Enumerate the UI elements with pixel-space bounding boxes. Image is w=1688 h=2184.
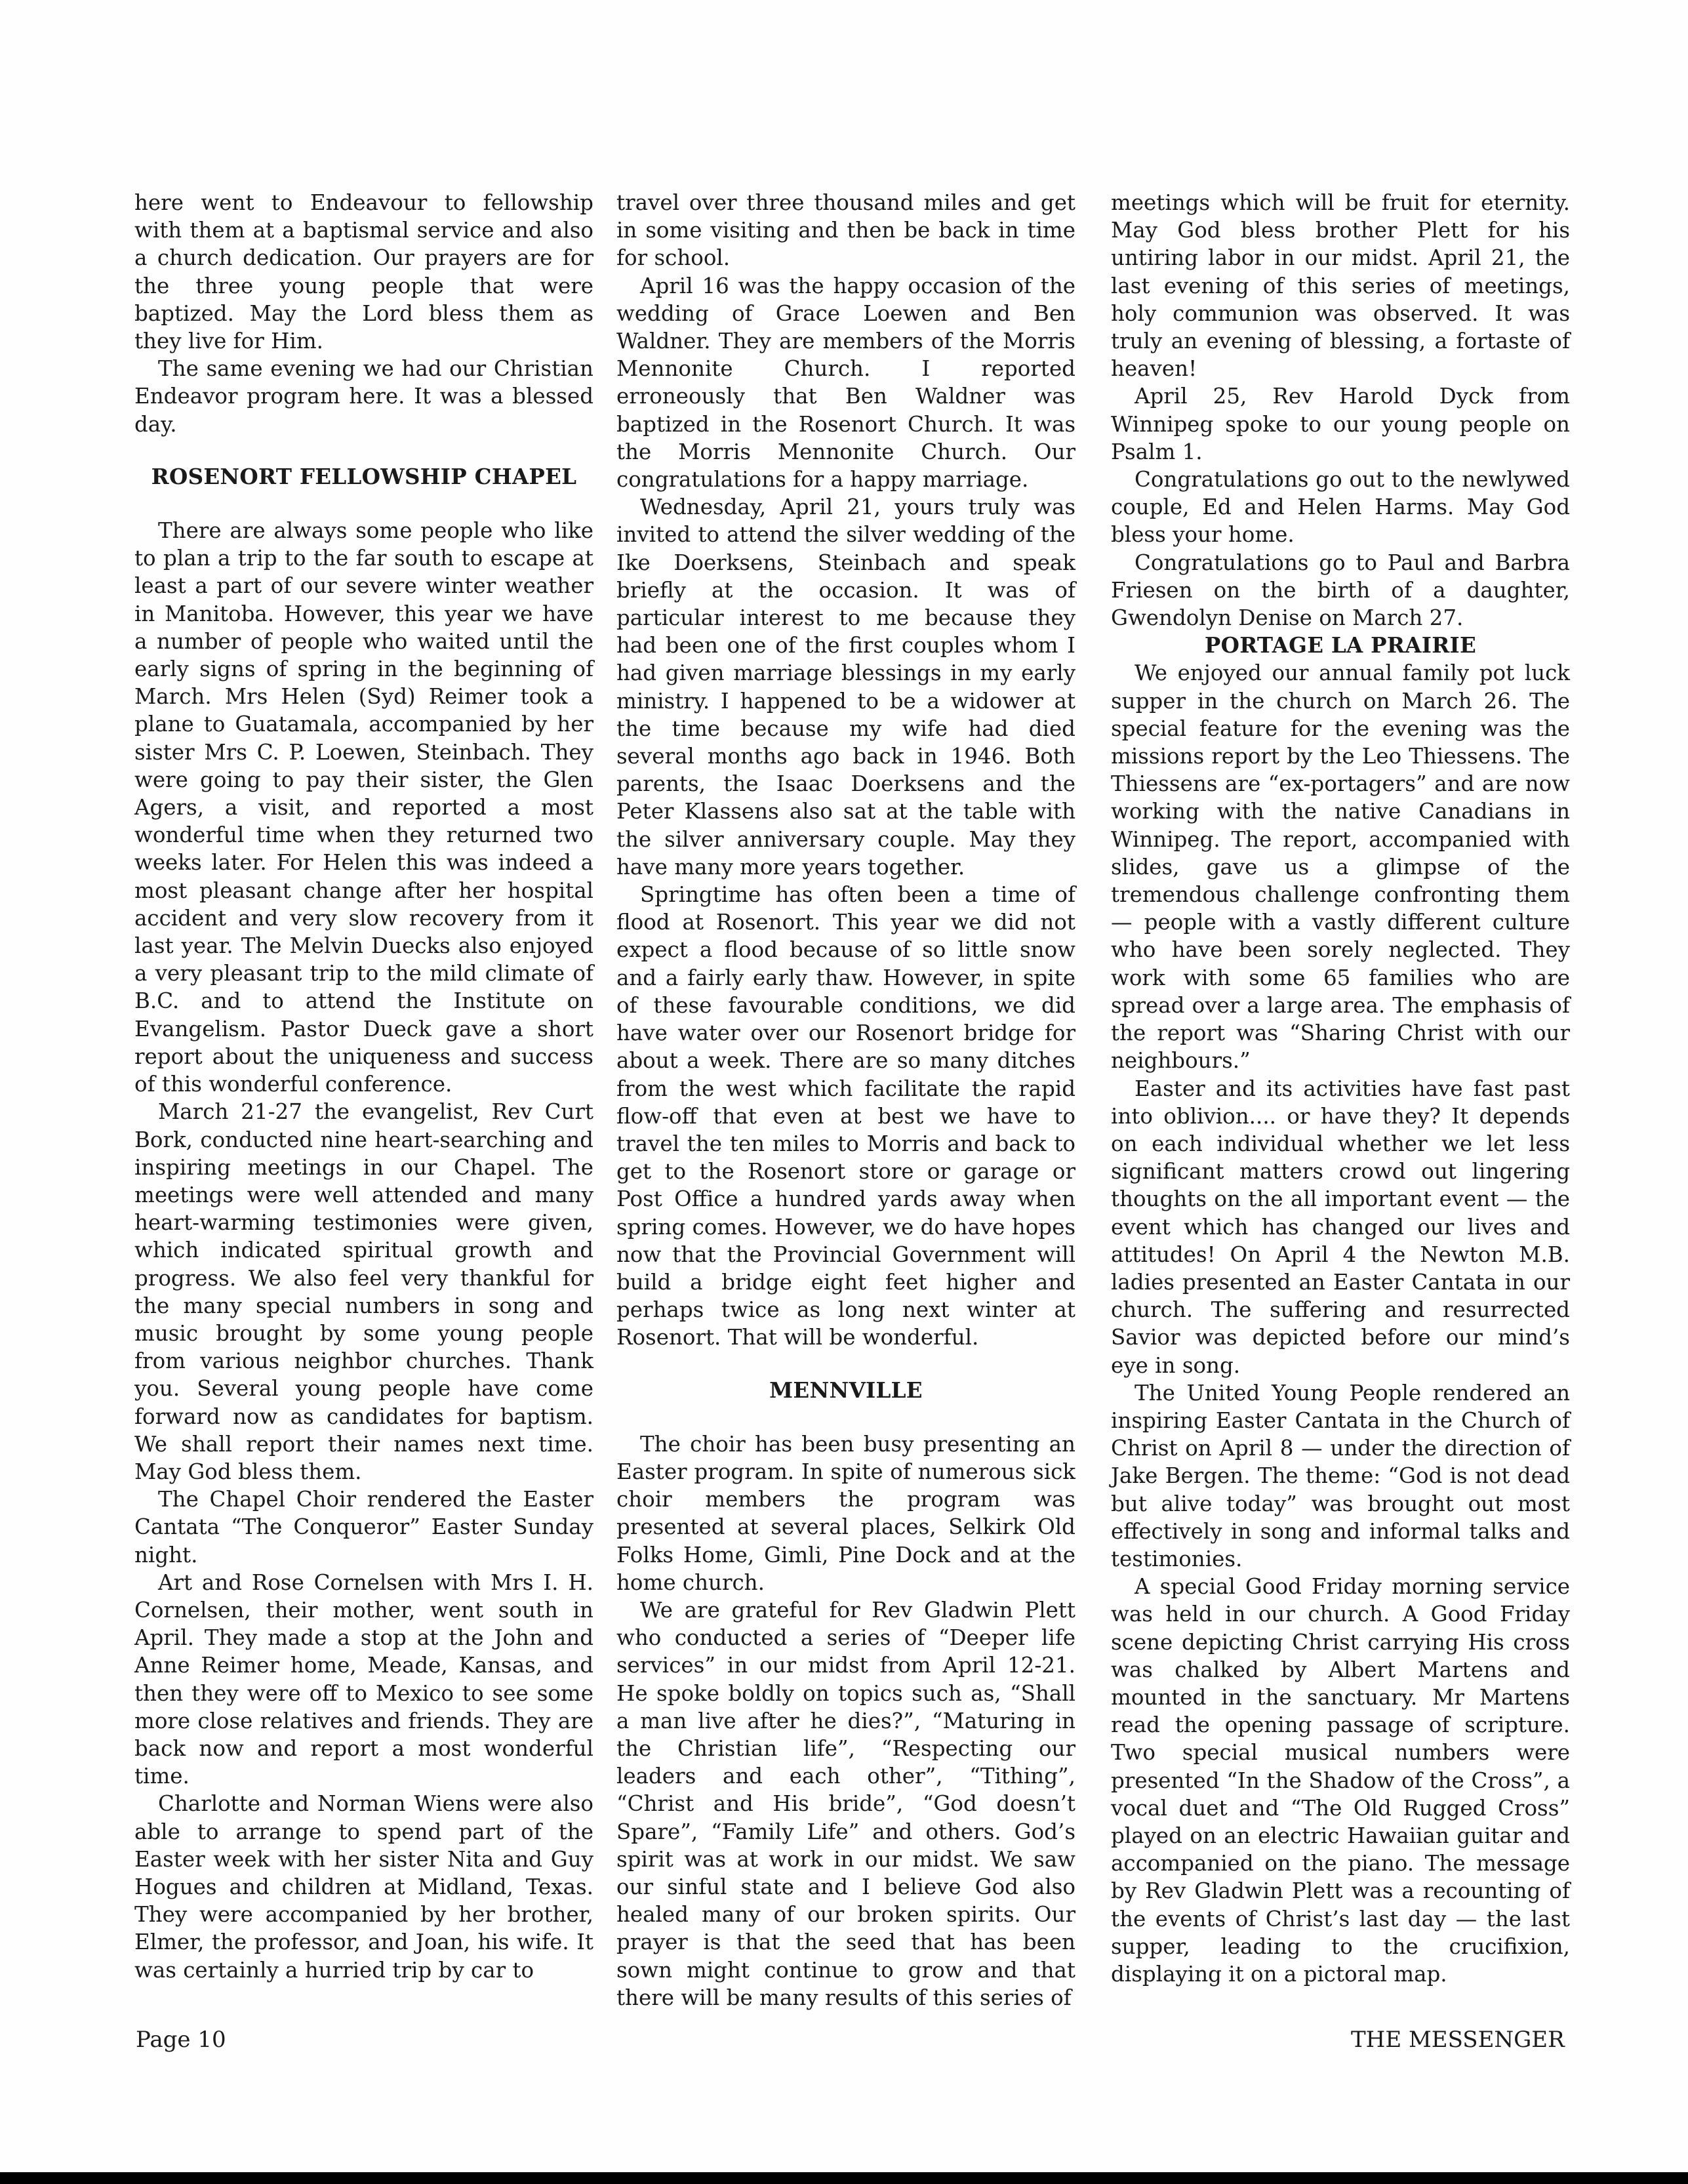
paragraph: We enjoyed our annual family pot luck supper in the church on March 26. The special feature for the evening was the missions report by the Leo Thiessens. The Thiessens are “ex-portagers” and are now working with the native Canadians in Winnipeg. The report, accompanied with slides, gave us a glimpse of the tremendous challenge confronting them — people with a vastly different culture who have been sorely neglected. They work with some 65 families who are spread over a large area. The emphasis of the report was “Sharing Christ with our neighbours.” — [1111, 660, 1570, 1074]
paragraph: Charlotte and Norman Wiens were also able to arrange to spend part of the Easter week with her sister Nita and Guy Hogues and children at Midland, Texas. They were accompanied by her brother, Elmer, the professor, and Joan, his wife. It was certainly a hurried trip by car to — [134, 1791, 593, 1983]
paragraph: meetings which will be fruit for eternity. May God bless brother Plett for his untiring labor in our midst. April 21, the last evening of this series of meetings, holy communion was observed. It was truly an evening of blessing, a fortaste of heaven! — [1111, 190, 1570, 382]
paragraph: A special Good Friday morning service was held in our church. A Good Friday scene depicting Christ carrying His cross was chalked by Albert Martens and mounted in the sanctuary. Mr Martens read the opening passage of scripture. Two special musical numbers were presented “In the Shadow of the Cross”, a vocal duet and “The Old Rugged Cross” played on an electric Hawaiian guitar and accompanied on the piano. The message by Rev Gladwin Plett was a recounting of the events of Christ’s last day — the last supper, leading to the crucifixion, displaying it on a pictoral map. — [1111, 1574, 1570, 1987]
publication-title: THE MESSENGER — [1351, 2027, 1565, 2053]
paragraph: The Chapel Choir rendered the Easter Cantata “The Conqueror” Easter Sunday night. — [134, 1487, 593, 1567]
section-heading-mennville: MENNVILLE — [769, 1377, 923, 1403]
paragraph: Wednesday, April 21, yours truly was invited to attend the silver wedding of the Ike Doerksens, Steinbach and speak briefly at the occasion. It was of particular interest to me because they had been one of the first couples whom I had given marriage blessings in my early ministry. I happened to be a widower at the time because my wife had died several months ago back in 1946. Both parents, the Isaac Doerksens and the Peter Klassens also sat at the table with the silver anniversary couple. May they have many more years together. — [616, 495, 1075, 880]
column-2 — [616, 189, 1075, 2012]
page-number: Page 10 — [136, 2027, 226, 2053]
column-1 — [134, 189, 593, 1984]
paragraph: The United Young People rendered an inspiring Easter Cantata in the Church of Christ on April 8 — under the direction of Jake Bergen. The theme: “God is not dead but alive today” was brought out most effectively in song and informal talks and testimonies. — [1111, 1380, 1570, 1571]
section-heading-portage: PORTAGE LA PRAIRIE — [1204, 632, 1477, 658]
paragraph: here went to Endeavour to fellowship with them at a baptismal service and also a church dedication. Our prayers are for the three young people that were baptized. May the Lord bless them as they live for Him. — [134, 190, 593, 354]
paragraph: Art and Rose Cornelsen with Mrs I. H. Cornelsen, their mother, went south in April. They made a stop at the John and Anne Reimer home, Meade, Kansas, and then they were off to Mexico to see some more close relatives and friends. They are back now and report a most wonderful time. — [134, 1569, 593, 1789]
paragraph: The same evening we had our Christian Endeavor program here. It was a blessed day. — [134, 356, 593, 437]
paragraph: Congratulations go out to the newlywed couple, Ed and Helen Harms. May God bless your home. — [1111, 467, 1570, 548]
paragraph: We are grateful for Rev Gladwin Plett who conducted a series of “Deeper life services” in our midst from April 12-21. He spoke boldly on topics such as, “Shall a man live after he dies?”, “Maturing in the Christian life”, “Respecting our leaders and each other”, “Tithing”, “Christ and His bride”, “God doesn’t Spare”, “Family Life” and others. God’s spirit was at work in our midst. We saw our sinful state and I believe God also healed many of our broken spirits. Our prayer is that the seed that has been sown might continue to grow and that there will be many results of this series of — [616, 1597, 1075, 2010]
scan-border — [0, 2172, 1688, 2184]
paragraph: travel over three thousand miles and get in some visiting and then be back in time for school. — [616, 190, 1075, 271]
paragraph: Easter and its activities have fast past into oblivion.... or have they? It depends on each individual whether we let less significant matters crowd out lingering thoughts on the all important event — the event which has changed our lives and attitudes! On April 4 the Newton M.B. ladies presented an Easter Cantata in our church. The suffering and resurrected Savior was depicted before our mind’s eye in song. — [1111, 1076, 1570, 1378]
paragraph: April 25, Rev Harold Dyck from Winnipeg spoke to our young people on Psalm 1. — [1111, 384, 1570, 464]
paragraph: March 21-27 the evangelist, Rev Curt Bork, conducted nine heart-searching and inspiring meetings in our Chapel. The meetings were well attended and many heart-warming testimonies were given, which indicated spiritual growth and progress. We also feel very thankful for the many special numbers in song and music brought by some young people from various neighbor churches. Thank you. Several young people have come forward now as candidates for baptism. We shall report their names next time. May God bless them. — [134, 1099, 593, 1484]
paragraph: Congratulations go to Paul and Barbra Friesen on the birth of a daughter, Gwendolyn Denise on March 27. — [1111, 550, 1570, 631]
paragraph: April 16 was the happy occasion of the wedding of Grace Loewen and Ben Waldner. They are members of the Morris Mennonite Church. I reported erroneously that Ben Waldner was baptized in the Rosenort Church. It was the Morris Mennonite Church. Our congratulations for a happy marriage. — [616, 273, 1075, 493]
section-heading-rosenort: ROSENORT FELLOWSHIP CHAPEL — [151, 463, 577, 489]
paragraph: There are always some people who like to plan a trip to the far south to escape at least a part of our severe winter weather in Manitoba. However, this year we have a number of people who waited until the early signs of spring in the beginning of March. Mrs Helen (Syd) Reimer took a plane to Guatamala, accompanied by her sister Mrs C. P. Loewen, Steinbach. They were going to pay their sister, the Glen Agers, a visit, and reported a most wonderful time when they returned two weeks later. For Helen this was indeed a most pleasant change after her hospital accident and very slow recovery from it last year. The Melvin Duecks also enjoyed a very pleasant trip to the mild climate of B.C. and to attend the Institute on Evangelism. Pastor Dueck gave a short report about the uniqueness and success of this wonderful conference. — [134, 518, 593, 1097]
column-3 — [1111, 189, 1570, 1988]
paragraph: The choir has been busy presenting an Easter program. In spite of numerous sick choir members the program was presented at several places, Selkirk Old Folks Home, Gimli, Pine Dock and at the home church. — [616, 1431, 1075, 1595]
paragraph: Springtime has often been a time of flood at Rosenort. This year we did not expect a flood because of so little snow and a fairly early thaw. However, in spite of these favourable conditions, we did have water over our Rosenort bridge for about a week. There are so many ditches from the west which facilitate the rapid flow-off that even at best we have to travel the ten miles to Morris and back to get to the Rosenort store or garage or Post Office a hundred yards away when spring comes. However, we do have hopes now that the Provincial Government will build a bridge eight feet higher and perhaps twice as long next winter at Rosenort. That will be wonderful. — [616, 882, 1075, 1350]
